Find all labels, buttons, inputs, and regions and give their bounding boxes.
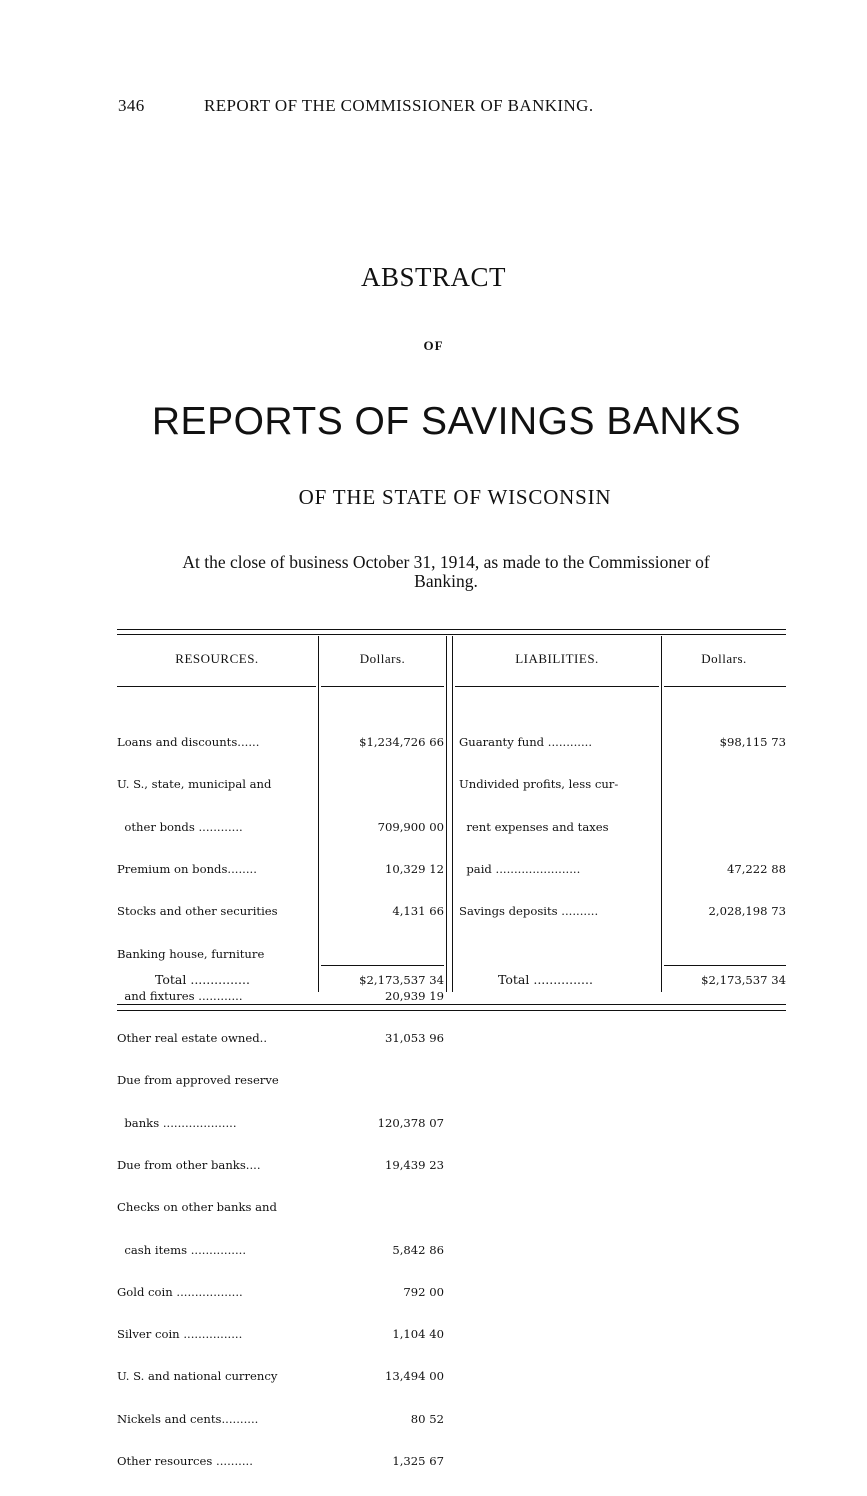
list-item: Savings deposits .......... (459, 904, 599, 919)
page-number: 346 (118, 96, 145, 115)
title-of: OF (423, 338, 444, 353)
header-resources: RESOURCES. (175, 651, 259, 666)
value-cell: 19,439 23 (384, 1158, 444, 1172)
list-item: banks .................... (117, 1115, 237, 1130)
header-dollars-left: Dollars. (359, 651, 406, 666)
value-cell: 120,378 07 (377, 1115, 444, 1130)
column-divider (661, 636, 662, 992)
total-rule (321, 965, 444, 966)
list-item: Premium on bonds........ (117, 862, 257, 877)
total-value-left: $2,173,537 34 (359, 973, 444, 987)
value-cell: 20,939 19 (384, 988, 444, 1003)
column-divider (446, 636, 447, 992)
list-item: and fixtures ............ (117, 988, 243, 1003)
value-cell: 80 52 (410, 1411, 444, 1426)
value-cell (320, 1200, 444, 1214)
running-title: REPORT OF THE COMMISSIONER OF BANKING. (204, 96, 594, 115)
list-item: Banking house, furniture (117, 946, 265, 961)
value-cell: 4,131 66 (392, 904, 444, 919)
total-value-right: $2,173,537 34 (701, 973, 786, 987)
title-state: OF THE STATE OF WISCONSIN (298, 485, 612, 509)
liabilities-values (664, 707, 786, 947)
subtitle-line-1: At the close of business October 31, 1914, as made to the Commissioner of (182, 552, 710, 572)
value-cell: 1,104 40 (392, 1327, 444, 1342)
column-divider (318, 636, 319, 992)
title-main: REPORTS OF SAVINGS BANKS (151, 400, 742, 443)
value-cell: 5,842 86 (392, 1242, 444, 1257)
value-cell: 709,900 00 (377, 819, 444, 834)
value-cell: 2,028,198 73 (708, 904, 786, 919)
value-cell: 10,329 12 (384, 862, 444, 877)
total-rule (664, 965, 786, 966)
list-item: Guaranty fund ............ (459, 735, 593, 750)
value-cell (320, 1073, 444, 1087)
list-item: Checks on other banks and (117, 1200, 277, 1215)
list-item: Other resources .......... (117, 1453, 253, 1468)
list-item: Due from other banks.... (117, 1158, 261, 1172)
list-item: Other real estate owned.. (117, 1031, 268, 1046)
value-cell: $98,115 73 (719, 735, 786, 750)
title-abstract: ABSTRACT (360, 262, 507, 292)
list-item: paid ....................... (459, 862, 581, 877)
value-cell: 13,494 00 (384, 1369, 444, 1384)
header-rule (117, 686, 316, 687)
subtitle (116, 553, 776, 591)
total-label-right: Total ............... (498, 972, 593, 987)
header-dollars-right: Dollars. (701, 651, 747, 666)
value-cell (664, 777, 786, 791)
resources-values (320, 707, 444, 1496)
list-item: Nickels and cents.......... (117, 1411, 259, 1426)
list-item: Due from approved reserve (117, 1073, 279, 1088)
resources-list (117, 707, 317, 1496)
list-item: Stocks and other securities (117, 904, 278, 919)
value-cell: $1,234,726 66 (359, 735, 444, 750)
header-rule (321, 686, 444, 687)
table-top-rule-2 (117, 634, 786, 635)
list-item: U. S., state, municipal and (117, 777, 272, 792)
list-item: Gold coin .................. (117, 1284, 243, 1299)
liabilities-list (459, 707, 659, 947)
header-rule (664, 686, 786, 687)
list-item: cash items ............... (117, 1242, 247, 1257)
list-item: Undivided profits, less cur- (459, 777, 619, 792)
header-liabilities: LIABILITIES. (515, 651, 599, 666)
table-bottom-rule-1 (117, 1004, 786, 1005)
value-cell (320, 947, 444, 961)
value-cell (664, 820, 786, 834)
subtitle-line-2: Banking. (414, 571, 478, 591)
list-item: Silver coin ................ (117, 1327, 243, 1342)
value-cell (320, 777, 444, 791)
value-cell: 792 00 (403, 1284, 444, 1299)
running-header (118, 96, 818, 116)
list-item: U. S. and national currency (117, 1369, 278, 1384)
value-cell: 31,053 96 (384, 1031, 444, 1046)
table-top-rule-1 (117, 629, 786, 630)
value-cell: 1,325 67 (392, 1453, 444, 1468)
table-bottom-rule-2 (117, 1010, 786, 1011)
list-item: other bonds ............ (117, 819, 243, 834)
total-label-left: Total ............... (155, 972, 250, 987)
list-item: rent expenses and taxes (459, 819, 609, 834)
value-cell: 47,222 88 (726, 862, 786, 877)
column-divider (452, 636, 453, 992)
list-item: Loans and discounts...... (117, 735, 260, 750)
header-rule (455, 686, 659, 687)
